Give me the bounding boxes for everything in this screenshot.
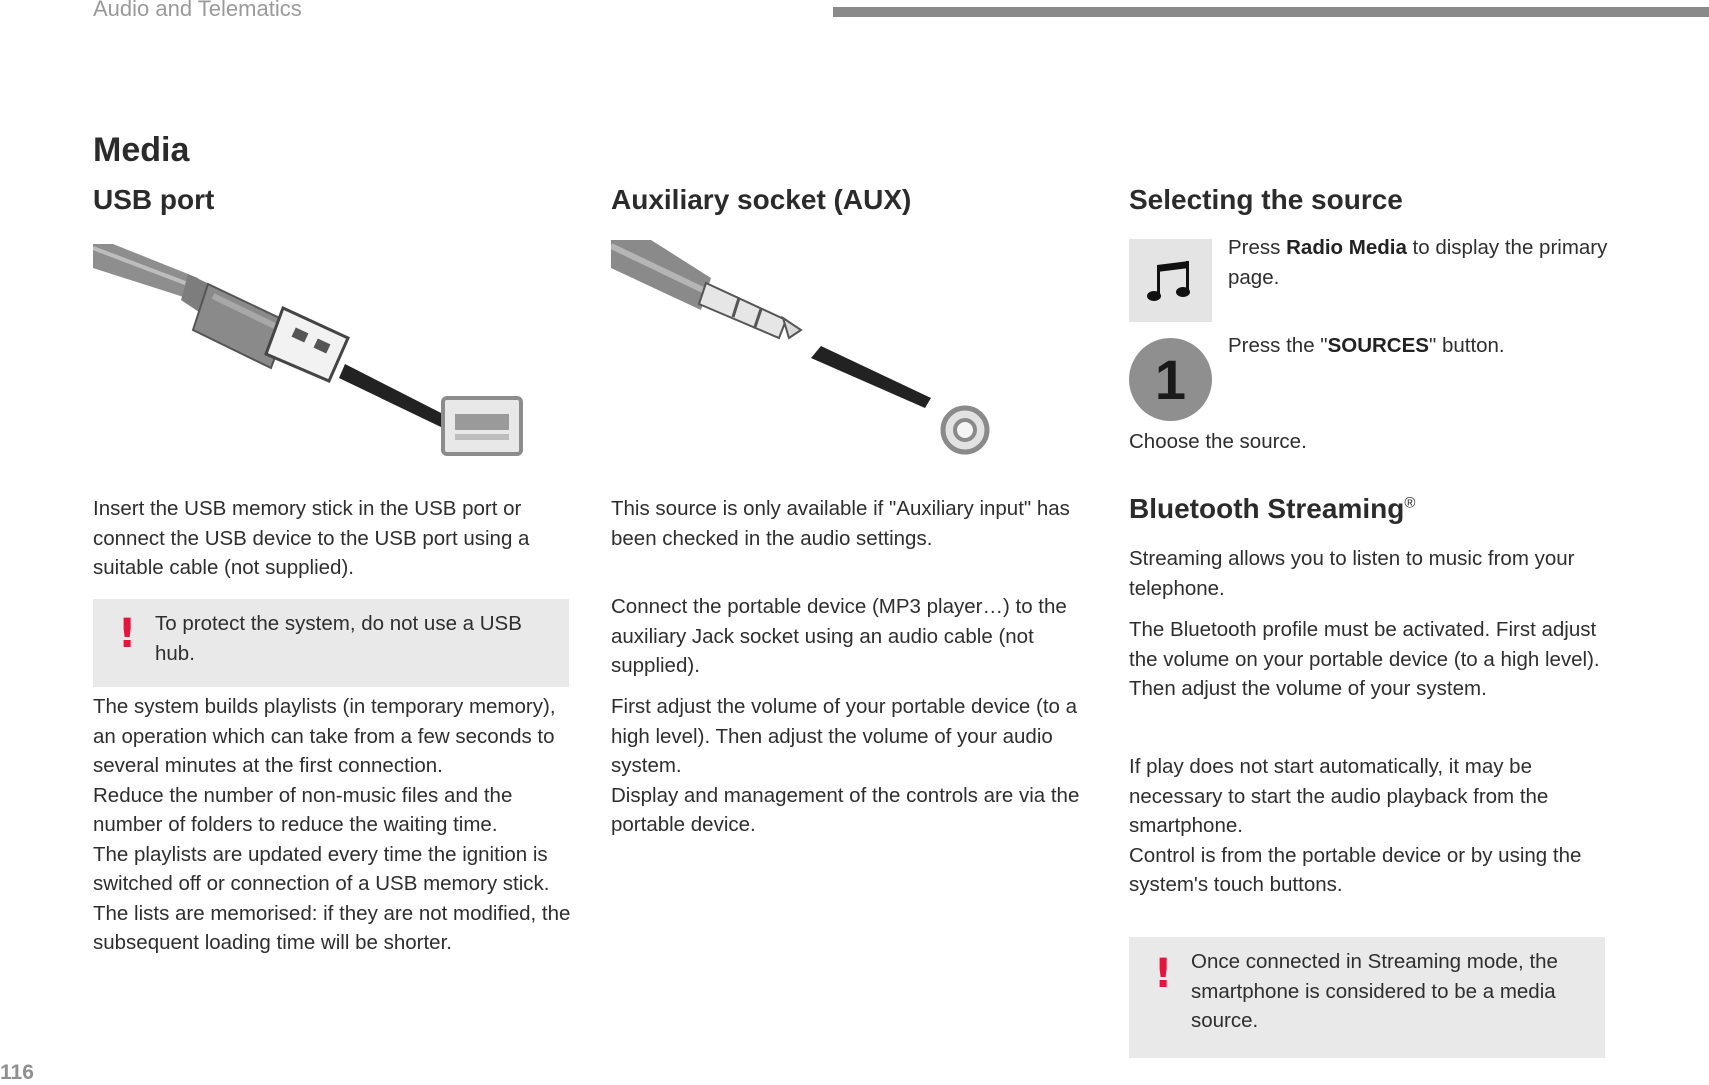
radio-media-tile <box>1129 239 1212 322</box>
bt-p1: Streaming allows you to listen to music from your telephone. <box>1129 547 1575 600</box>
source-step1: Press Radio Media to display the primary page. <box>1228 236 1608 289</box>
aux-p2: Connect the portable device (MP3 player…) to the auxiliary Jack socket using an audio cable (not supplied). <box>611 595 1067 677</box>
usb-section-title: USB port <box>93 184 215 215</box>
bt-warning-text: Once connected in Streaming mode, the smartphone is considered to be a media source. <box>1191 950 1558 1032</box>
source-section-title: Selecting the source <box>1129 184 1403 215</box>
source-choose: Choose the source. <box>1129 430 1307 453</box>
warning-icon: ! <box>1154 951 1173 997</box>
jack-plug-illustration <box>611 238 1031 478</box>
bt-p3: If play does not start automatically, it may be necessary to start the audio playback from the smartphone. Control is from the portable device or by using the system's touch buttons. <box>1129 755 1582 896</box>
usb-warning-text: To protect the system, do not use a USB hub. <box>155 612 522 665</box>
aux-p3: First adjust the volume of your portable device (to a high level). Then adjust the volume of your audio system. Display and management of the controls are via the portable device. <box>611 695 1080 836</box>
usb-warning-box <box>93 599 569 687</box>
usb-body: The system builds playlists (in temporary memory), an operation which can take from a few seconds to several minutes at the first connection. Reduce the number of non-music files and the number of folders to reduce the waiting time. The playlists are updated every time the ignition is switched off or connection of a USB memory stick. The lists are memorised: if they are not modified, the subsequent loading time will be shorter. <box>93 695 571 954</box>
header-bar <box>833 7 1709 17</box>
page-number: 116 <box>0 1061 34 1084</box>
warning-icon: ! <box>118 611 137 657</box>
aux-section-title: Auxiliary socket (AUX) <box>611 184 912 215</box>
page-title: Media <box>93 131 190 169</box>
bt-p2: The Bluetooth profile must be activated. First adjust the volume on your portable device (to a high level). Then adjust the volume of your system. <box>1129 618 1600 700</box>
usb-intro: Insert the USB memory stick in the USB port or connect the USB device to the USB port using a suitable cable (not supplied). <box>93 497 530 579</box>
running-header: Audio and Telematics <box>93 0 302 21</box>
source-step2: Press the "SOURCES" button. <box>1228 334 1505 357</box>
step-number-badge: 1 <box>1129 338 1212 421</box>
bt-warning-box <box>1129 937 1605 1058</box>
bt-section-title: Bluetooth Streaming® <box>1129 493 1416 524</box>
usb-plug-illustration <box>93 238 538 475</box>
aux-p1: This source is only available if "Auxiliary input" has been checked in the audio settings. <box>611 497 1070 550</box>
music-note-icon <box>1147 259 1195 303</box>
